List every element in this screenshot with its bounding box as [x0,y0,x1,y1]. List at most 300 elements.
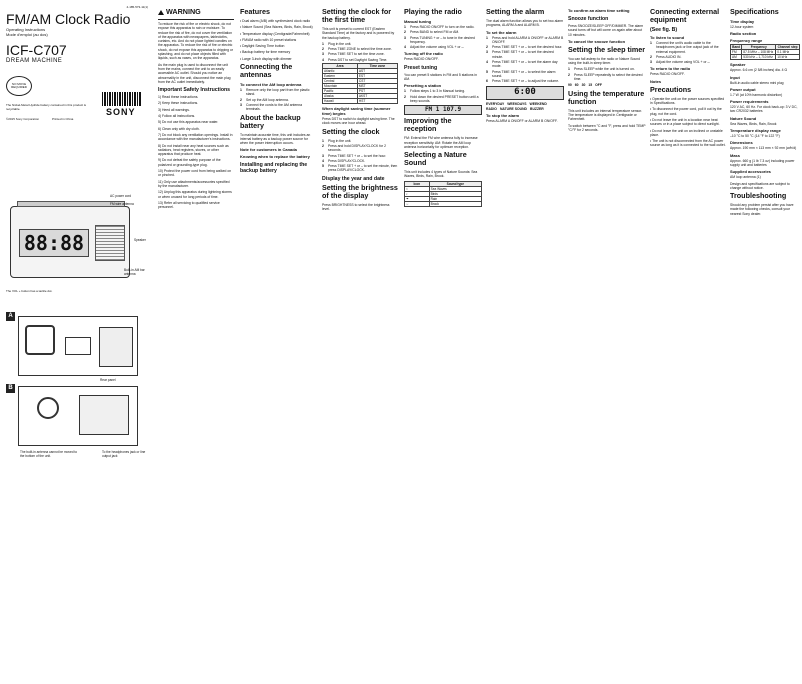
step-text: Plug in the unit. [328,41,352,46]
step-text: Hold down the desired PRESET button until a beep sounds. [410,94,479,103]
table-header-cell: Time zone [357,64,397,69]
step-number: 2 [650,54,652,59]
listen-step [650,41,726,54]
set-clock-step [322,139,398,143]
brightness-text: Press BRIGHTNESS to select the brightness level. [322,202,390,212]
nature-text: This unit includes 4 types of Nature Sounds: Sea Waves, Birds, Rain, Brook. [404,170,478,179]
step-number: 1 [486,35,488,40]
callout-speaker: Speaker [134,238,146,242]
sleep-value: 15 [588,83,593,88]
step-text: Press TIME SET to set the time zone. [328,52,385,57]
step-text: Press and hold DISPLAY/CLOCK for 2 seconds. [328,143,386,153]
set-clock-step [322,164,398,173]
feature-item: • FM/AM radio with 10 preset stations [240,37,297,42]
battery-recycle-note: The Nickel-Metal Hydride battery contained in this product is recyclable. [6,103,87,111]
brightness-heading: Setting the brightness of the display [322,182,398,200]
manual-tuning-step [404,36,482,45]
safety-item: 8) Do not install near any heat sources such as radiators, heat registers, stoves, or other apparatus that produce heat. [158,143,229,157]
trouble-text: Should any problem persist after you have made the following checks, consult your nearest Sony dealer. [730,203,794,216]
step-text: Adjust the volume using VOL + or –. [656,60,711,65]
loop-antenna-icon [25,325,55,355]
step-number: 3 [322,52,324,57]
alarm-sound: RADIO [486,106,497,111]
confirm-heading: To confirm an alarm time setting [568,8,630,13]
alarm-mode: WEEKDAYS [507,101,527,106]
spec-value: Sea Waves, Birds, Rain, Brook [730,121,777,126]
warning-triangle-icon [158,10,164,15]
callout-bar-antenna: Built-in AM bar antenna [124,268,145,276]
table-cell: Alaska [323,94,358,99]
features-column [240,6,316,676]
section-a-label: A [6,312,15,321]
listen-steps [650,41,726,64]
first-time-step [322,42,398,46]
freq-row [731,55,800,60]
manual-tuning-steps [404,25,482,49]
spec-label: Mass [730,152,741,158]
step-text: Press TIME SET + or – to adjust the volume. [492,79,560,84]
sleep-value: 90 [568,83,572,88]
product-title: FM/AM Clock Radio [6,10,131,27]
first-time-step [322,47,398,51]
table-header-cell: Sound type [429,181,481,186]
sleep-value: 30 [581,83,586,88]
time-display-value: 12-hour system [730,25,754,29]
presetting-step [404,89,482,93]
external-subheading: (See fig. B) [650,27,678,33]
snooze-heading: Snooze function [568,16,609,22]
step-number: 4 [322,158,324,163]
step-text: Plug in the unit. [328,138,352,143]
step-number: 3 [486,50,488,55]
first-time-heading: Setting the clock for the first time [322,7,392,24]
feature-item: • Temperature display (Centigrade/Fahrenheit) [240,31,310,36]
spec-value: 120 V AC, 60 Hz. For clock back-up: 3 V DC, two CR2032 batteries [730,105,798,114]
features-heading: Features [240,7,270,16]
set-clock-steps [322,139,398,173]
safety-item: 13) Refer all servicing to qualified service personnel. [158,200,220,210]
callout-connect-note: To the headphones jack or line output jack [102,450,146,458]
step-number: 2 [322,143,324,148]
table-cell: Atlantic [323,69,358,74]
external-heading: Connecting external equipment [650,7,720,24]
sleep-values [568,83,646,87]
preset-text: You can preset 5 stations in FM and 5 stations in AM. [404,72,478,82]
step-text: Connect the unit's audio cable to the headphones jack or line output jack of the external equipment. [656,41,719,54]
table-cell: MST [357,84,397,89]
precaution-item: • Do not leave the unit in a location near heat sources or in a place subject to direct sunlight. [650,117,720,127]
step-number: 6 [486,79,488,84]
stop-alarm-text: Press ALARM A ON/OFF or ALARM B ON/OFF. [486,119,558,124]
spec-label: Supplied accessories [730,169,771,175]
external-column [650,6,726,676]
alarm-step [486,70,564,79]
dst-text: Press DST to switch to daylight saving time. The clock moves one hour ahead. [322,117,395,126]
step-number: 2 [240,97,242,102]
step-text: Adjust the volume using VOL + or –. [410,45,465,50]
sony-logo: SONY [106,107,136,117]
safety-item: 2) Keep these instructions. [158,101,199,106]
set-clock-step [322,159,398,163]
step-number: 4 [322,57,324,62]
step-number: 2 [322,47,324,52]
spec-value: Approx. 660 g (1 lb 7.3 oz) including power supply unit and batteries [730,158,795,167]
radio-off-text: Press RADIO ON/OFF. [404,57,439,62]
subtitle-en: Operating Instructions [6,26,46,32]
display-time: 88:88 [23,231,85,255]
connect-step [240,88,316,97]
section-b-label: B [6,384,15,393]
alarm-step [486,45,564,49]
stop-alarm-heading: To stop the alarm [486,113,520,119]
alarm-sound: BUZZER [530,106,544,111]
specs-column [730,6,800,676]
spec-list [730,62,800,179]
step-text: Press BAND to select FM or AM. [410,30,460,35]
table-cell: 10 kHz [776,55,800,60]
safety-item: 10) Protect the power cord from being walked on or pinched. [158,169,232,178]
return-heading: To return to the radio [650,66,691,72]
caution-text: As the main plug is used to disconnect the unit from the mains, connect the unit to an easily accessible AC outlet. Should you notice an abnormality in the unit, disconnect the main plug from the AC outlet immediately. [158,62,231,84]
warning-title: WARNING [166,7,201,16]
table-header-cell: Channel step [777,45,798,50]
dst-heading: When daylight saving time (summer time) begins [322,106,391,117]
barcode-icon [102,92,142,106]
trouble-heading: Troubleshooting [730,191,787,201]
table-cell: Sea Waves [429,186,481,191]
sleep-temp-column [568,6,646,676]
step-text: Press TUNING + or – to tune in the desired frequency. [410,35,475,44]
connect-step [240,98,316,102]
freq-range-label: Frequency range [730,38,763,44]
safety-item: 6) Clean only with dry cloth. [158,126,200,131]
part-number: 4-185-573-11(1) [126,6,148,9]
safety-item: 11) Only use attachments/accessories specified by the manufacturer. [158,179,230,188]
warnings-column [158,6,234,676]
safety-item: 12) Unplug this apparatus during lightning storms or when unused for long periods of time. [158,190,232,199]
alarm-sound: NATURE SOUND [499,106,527,111]
logo-text: NO MOVE REQUIRED [11,81,27,89]
step-number: 3 [404,35,406,40]
knowing-heading: Knowing when to replace the battery [240,154,310,160]
first-time-step [322,52,398,56]
spec-label: Temperature display range [730,128,781,134]
sleep-steps [568,67,646,81]
step-text: Connect the cords to the AM antenna terminals. [246,102,302,112]
step-number: 1 [322,138,324,143]
table-cell: Rain [429,196,481,201]
spec-label: Power requirements [730,99,769,105]
feature-item: • Large 3-inch display with dimmer [240,56,292,61]
cover-column [6,6,148,676]
listen-heading: To listen to sound [650,35,685,40]
step-text: Press TIME SET + or – to set the hour. [328,153,387,158]
step-text: Press SLEEP while the unit is turned on. [574,67,635,72]
presetting-steps [404,89,482,103]
alarm-steps [486,36,564,84]
step-number: 3 [322,153,324,158]
step-number: 2 [486,45,488,50]
step-number: 2 [568,72,570,77]
spec-value: Approx. 6.6 cm (2 5/8 inches) dia. 4 Ω [730,68,788,73]
precaution-item: • The unit is not disconnected from the AC power source as long as it is connected to the wall outlet. [650,139,726,148]
spec-heading: Specifications [730,7,779,16]
step-number: 4 [404,45,406,50]
spec-value: Built-in audio cable stereo mini plug [730,80,784,85]
step-number: 1 [322,41,324,46]
safety-item: 9) Do not defeat the safety purpose of the polarized or grounding-type plug. [158,158,221,167]
feature-item: • Nature Sound (Sea Waves, Birds, Rain, Brook) [240,25,313,30]
sleep-step [568,73,646,82]
preset-lcd: FM 1 107.9 [404,105,482,115]
table-cell: PST [357,89,397,94]
set-clock-heading: Setting the clock [322,126,380,136]
first-time-step [322,58,398,62]
battery-compartment-icon [79,395,129,435]
return-text: Press RADIO ON/OFF. [650,72,685,77]
alarm-step [486,60,564,69]
install-heading: Installing and replacing the backup battery [240,162,308,175]
copyright: ©2015 Sony Corporation [6,117,40,121]
time-zone-table [322,63,398,104]
safety-item: 7) Do not block any ventilation openings. Install in accordance with the manufacturer's instructions. [158,132,233,142]
alarm-intro: The dual alarm function allows you to set two alarm programs, ALARM A and ALARM B. [486,19,564,28]
nature-heading: Selecting a Nature Sound [404,150,467,168]
spec-value: AM loop antenna (1) [730,175,761,180]
safety-item: 5) Do not use this apparatus near water. [158,120,219,125]
table-cell: Central [323,79,358,84]
subtitle-fr: Mode d'emploi (au dos) [6,31,48,37]
precaution-item: • Operate the unit on the power sources specified in Specifications. [650,96,725,106]
sleep-heading: Setting the sleep timer [568,44,646,54]
spec-value: Approx. 190 mm × 113 mm × 92 mm (w/h/d) [730,146,797,151]
table-cell: 0.1 MHz [776,50,800,55]
freq-table [730,44,800,60]
step-number: 3 [240,102,242,107]
warning-heading [158,8,234,16]
divider [158,19,234,20]
step-text: Press TIME SET + or – to set the desired minute. [492,50,554,59]
table-cell: Eastern [323,74,358,79]
table-cell: ♪ [405,191,430,196]
notes-heading: Notes [650,78,662,84]
table-cell: CST [357,79,397,84]
features-list [240,19,316,61]
alarm-mode: WEEKEND [529,101,547,106]
alarm-column [486,6,564,676]
step-number: 1 [404,89,406,94]
safety-heading: Important Safety Instructions [158,87,231,94]
step-text: Press TIME SET + or – to set the desired hour. [492,45,563,50]
callout-wind-note: The built-in antenna cannot be moved to the bottom of the unit. [20,450,78,458]
step-number: 2 [404,94,406,99]
snooze-text: Press SNOOZE/SLEEP OFF/DIMMER. The alarm sound turns off but will come on again after about 10 minutes. [568,24,644,37]
step-number: 1 [650,41,652,45]
connect-steps [240,88,316,111]
top-buttons-strip [17,201,125,207]
alarm-lcd: 6:00 [486,86,564,100]
table-cell: AKST [357,94,397,99]
radio-heading: Playing the radio [404,7,462,16]
spec-label: Power output [730,86,756,92]
feature-item: • Backup battery for time memory [240,50,291,55]
listen-step [650,60,726,64]
table-cell: Pacific [323,89,358,94]
alarm-heading: Setting the alarm [486,7,545,16]
spec-label: Speaker [730,62,746,68]
temp-text: This unit includes an internal temperature sensor. The temperature is displayed in Centigrade or Fahrenheit. [568,108,643,122]
manual-tuning-step [404,30,482,34]
alarm-step [486,36,564,45]
radio-off-heading: Turning off the radio [404,51,443,57]
step-text: Press SLEEP repeatedly to select the desired time. [574,72,643,82]
table-cell: Mountain [323,84,358,89]
connect-subheading: To connect the AM loop antenna [240,82,302,88]
callout-ac-cord: AC power cord [110,194,132,198]
step-text: Follow steps 1 to 3 in Manual tuning. [410,89,466,94]
temp-heading: Using the temperature function [568,88,645,106]
coin-battery-icon [37,397,59,419]
stand-icon [65,337,91,355]
feature-item: • Dual alarm (A/B) with synthesized clock radio [240,19,311,23]
sleep-step [568,67,646,71]
safety-list [158,95,234,209]
spec-label: Dimensions [730,140,753,146]
sleep-value: 60 [574,83,579,88]
table-cell: ☂ [405,196,430,201]
sleep-value: OFF [595,83,602,88]
step-text: Remove only the loop part from the plastic stand. [246,88,310,97]
table-header-cell: Icon [405,181,430,186]
preset-heading: Preset tuning [404,64,438,71]
no-move-logo-icon [6,76,32,96]
canada-note-heading: Note for customers in Canada [240,147,297,153]
step-number: 1 [568,67,570,72]
precaution-item: • To disconnect the power cord, pull it out by the plug, not the cord. [650,107,722,116]
time-zone-table-body [323,69,398,104]
model-number: ICF-C707 [6,41,67,58]
manual-tuning-step [404,25,482,29]
antenna-diagram [18,316,138,376]
time-display-label: Time display [730,19,755,24]
callout-rear-panel: Rear panel [100,378,116,382]
step-number: 3 [650,60,652,65]
step-text: Press TIME ZONE to select the time zone. [328,47,392,52]
radio-section-label: Radio section [730,31,757,37]
alarm-sounds [486,107,564,111]
safety-item: 1) Read these instructions. [158,95,199,100]
first-time-steps [322,42,398,62]
step-number: 4 [486,60,488,65]
time-zone-row [323,99,398,104]
table-cell: HST [357,99,397,104]
step-number: 1 [404,25,406,29]
table-cell: EST [357,74,397,79]
table-cell: AM [731,55,742,60]
connect-step [240,103,316,112]
step-text: Press TIME SET + or – to set the alarm day mode. [492,60,558,69]
product-line: DREAM MACHINE [6,57,63,64]
table-cell: Brook [429,201,481,206]
device-front-diagram [10,206,130,278]
radio-column [404,6,482,676]
manual-tuning-heading: Manual tuning [404,19,432,24]
step-text: Press DST to set Daylight Saving Time. [328,57,388,62]
cancel-snooze-heading: To cancel the snooze function [568,38,626,44]
improve-text: FM: Extend the FM wire antenna fully to increase reception sensitivity. AM: Rotate the AM loop antenna horizontally for optimum reception. [404,136,478,149]
step-number: 1 [240,88,242,93]
table-cell: 530 kHz – 1,710 kHz [742,55,776,60]
set-alarm-heading: To set the alarm [486,29,517,35]
table-cell: ≈ [405,186,430,191]
safety-item: 3) Heed all warnings. [158,107,190,112]
table-cell: 87.5 MHz – 108 MHz [742,50,776,55]
spec-footer: Design and specifications are subject to change without notice. [730,181,790,190]
table-header-cell: Band [732,45,741,50]
step-text: Press DISPLAY/CLOCK. [328,158,366,163]
manual-tuning-step [404,45,482,49]
first-time-intro: This unit is preset to current EST (Eastern Standard Time) at the factory and is powered by the backup battery. [322,27,395,40]
connect-heading: Connecting the antennas [240,62,293,80]
step-number: 5 [322,164,324,169]
step-text: Set up the AM loop antenna. [246,97,289,102]
precautions-heading: Precautions [650,84,692,94]
table-header-cell: Frequency [742,45,776,50]
alarm-step [486,79,564,83]
callout-fm-antenna: FM wire antenna [110,202,134,206]
battery-diagram [18,386,138,446]
backup-heading: About the backup battery [240,112,301,130]
nature-sound-table [404,181,482,207]
table-header-cell: Area [323,64,358,69]
printed-in: Printed in China [52,117,74,121]
table-cell: Hawaii [323,99,358,104]
step-text: Press RADIO ON/OFF to turn on the radio. [410,25,475,29]
step-text: Press TIME SET + or – to set the minute, then press DISPLAY/CLOCK. [328,164,398,173]
alarm-mode: EVERYDAY [486,101,505,106]
listen-step [650,55,726,59]
spec-value: 1.7 W (at 10% harmonic distortion) [730,92,783,97]
table-cell: AST [357,69,397,74]
spec-label: Nature Sound [730,115,757,121]
table-cell: ∼ [405,201,430,206]
step-text: Press AUDIO IN. [656,54,682,59]
step-text: Press and hold ALARM A ON/OFF or ALARM B ON/OFF. [492,35,564,44]
set-clock-step [322,154,398,158]
presetting-heading: Presetting a station [404,83,442,89]
step-number: 5 [486,69,488,74]
spec-label: Input [730,74,740,80]
precautions-list [650,97,726,148]
clock-display [19,229,89,257]
alarm-step [486,50,564,59]
spec-value: –10 °C to 50 °C (14 °F to 122 °F) [730,134,780,139]
nature-sound-table-body [405,186,482,206]
display-date-heading: Display the year and date [322,175,385,182]
vol-tactile-note: The VOL + button has a tactile dot. [6,289,53,293]
speaker-grille-icon [95,225,125,261]
feature-item: • Daylight Saving Time button [240,44,285,49]
set-clock-step [322,144,398,153]
improve-heading: Improving the reception [404,116,452,134]
alarm-modes [486,102,564,106]
nature-sound-row [405,201,482,206]
warning-text: To reduce the risk of fire or electric shock, do not expose this apparatus to rain or moisture. To reduce the risk of fire, do not cover the ventilation of the apparatus with newspapers, tablecloths, curtains, etc. And do not place lighted candles on the apparatus. To reduce the risk of fire or electric shock, do not expose this apparatus to dripping or splashing, and do not place objects filled with liquids, such as vases, on the apparatus. [158,22,234,61]
step-number: 2 [404,30,406,35]
step-text: Press TIME SET + or – to select the alarm sound. [492,69,556,78]
freq-table-body [731,50,800,60]
table-cell: Birds [429,191,481,196]
